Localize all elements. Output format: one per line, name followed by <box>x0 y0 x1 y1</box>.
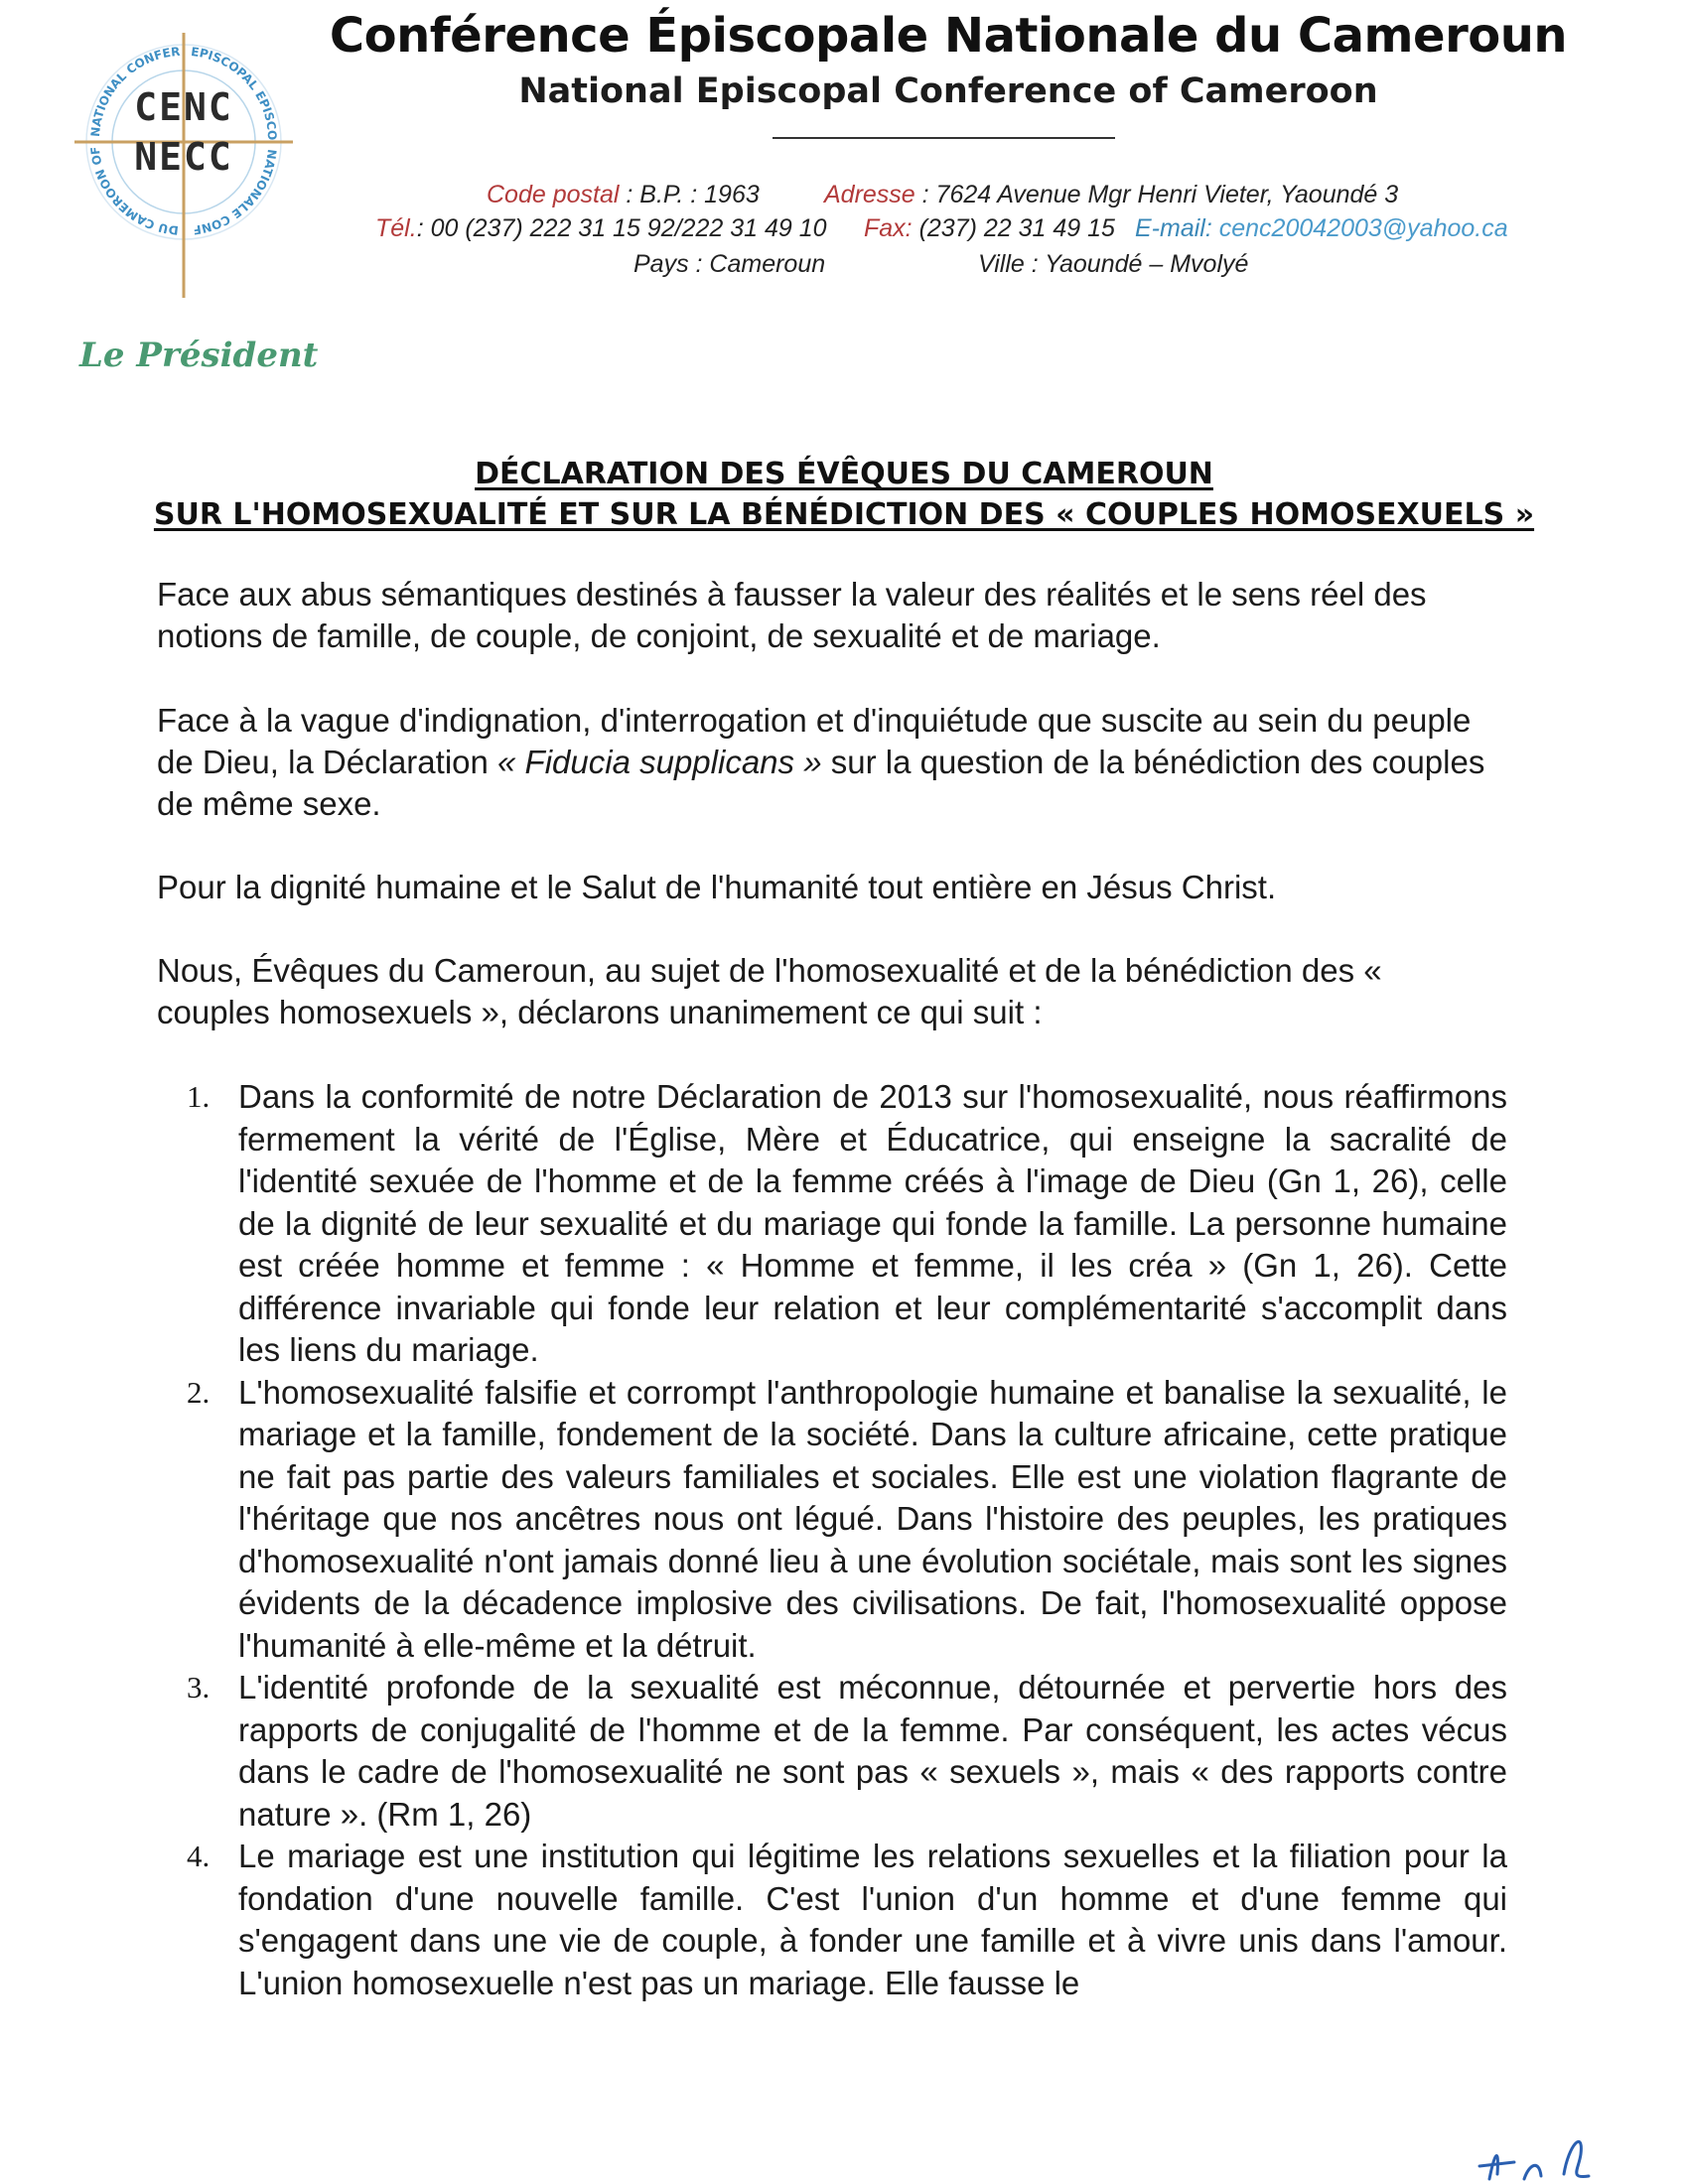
address <box>824 181 1398 209</box>
list-item-text: Dans la conformité de notre Déclaration de 2013 sur l'homosexualité, nous réaffirmons fermement la vérité de l'Église, Mère et Éducatrice, qui enseigne la sacralité de l'identité sexuée de l'homme et de la femme créés à l'image de Dieu (Gn 1, 26), celle de la dignité de leur sexualité et du mariage qui fonde la famille. La personne humaine est créée homme et femme : « Homme et femme, il les créa » (Gn 1, 26). Cette différence invariable qui fonde leur relation et leur complémentarité s'accomplit dans les liens du mariage. <box>238 1078 1507 1368</box>
seal-ring-text-bottom-left: DU CAMEROON OF <box>87 145 180 238</box>
seal-ring-text-top-left: NATIONAL CONFER <box>87 44 181 138</box>
list-item-text: L'identité profonde de la sexualité est méconnue, détournée et pervertie hors des rapports de conjugalité de l'homme et de la femme. Par conséquent, les actes vécus dans le cadre de l'homosexualité ne sont pas « sexuels », mais « des rapports contre nature ». (Rm 1, 26) <box>238 1669 1507 1833</box>
intro-paragraph-2-end: sur la question de la bénédiction des couples de même sexe. <box>157 744 1485 822</box>
seal-abbr-necc: NECC <box>134 135 233 179</box>
seal-ring-text-bottom-right: NATIONALE CONF <box>192 148 280 237</box>
fax-value: (237) 22 31 49 15 <box>912 214 1115 242</box>
header-divider <box>773 137 1115 139</box>
intro-paragraph-3: Pour la dignité humaine et le Salut de l'humanité tout entière en Jésus Christ. <box>157 869 1277 905</box>
intro-paragraph-2 <box>157 700 1487 825</box>
president-label: Le Président <box>79 336 319 375</box>
list-item <box>157 1372 1507 1668</box>
list-item <box>157 1836 1507 2004</box>
fax <box>864 214 1115 243</box>
city: Ville : Yaoundé – Mvolyé <box>978 250 1249 278</box>
list-item-text: Le mariage est une institution qui légitime les relations sexuelles et la filiation pour la fondation d'une nouvelle famille. C'est l'union d'un homme et d'une femme qui s'engagent dans une vie de couple, à fonder une famille et à vivre unis dans l'amour. L'union homosexuelle n'est pas un mariage. Elle fausse le <box>238 1838 1507 2001</box>
intro-paragraph-2-start: Face à la vague d'indignation, d'interrogation et d'inquiétude que suscite au sein du peuple de Dieu, la Déclaration <box>157 702 1472 780</box>
tel-label: Tél. <box>375 214 417 242</box>
declaration-points-list <box>157 1076 1507 2004</box>
tel-value: : 00 (237) 222 31 15 92/222 31 49 10 <box>416 214 827 242</box>
postal-label: Code postal <box>487 181 620 208</box>
handwritten-initials <box>1470 2124 1628 2184</box>
intro-paragraph-1: Face aux abus sémantiques destinés à fausser la valeur des réalités et le sens réel des notions de famille, de couple, de conjoint, de sexualité et de mariage. <box>157 576 1427 654</box>
cenc-seal-logo <box>70 28 298 306</box>
address-value: : 7624 Avenue Mgr Henri Vieter, Yaoundé 3 <box>914 181 1399 208</box>
fiducia-supplicans-italic: « Fiducia supplicans » <box>497 744 822 780</box>
email-label: E-mail: <box>1135 214 1212 242</box>
intro-paragraph-4: Nous, Évêques du Cameroun, au sujet de l'homosexualité et de la bénédiction des « couples homosexuels », déclarons unanimement ce qui suit : <box>157 952 1382 1030</box>
address-label: Adresse <box>824 181 915 208</box>
postal-value: : B.P. : 1963 <box>619 181 760 208</box>
list-item-number: 2. <box>187 1374 211 1410</box>
declaration-title-line2: SUR L'HOMOSEXUALITÉ ET SUR LA BÉNÉDICTION DES « COUPLES HOMOSEXUELS » <box>153 497 1535 532</box>
list-item-number: 4. <box>187 1839 211 1873</box>
email <box>1135 214 1508 243</box>
declaration-title-line1: DÉCLARATION DES ÉVÊQUES DU CAMEROUN <box>475 457 1213 491</box>
org-name-french: Conférence Épiscopale Nationale du Cameroun <box>329 8 1568 64</box>
list-item-number: 1. <box>187 1079 211 1114</box>
email-value[interactable]: cenc20042003@yahoo.ca <box>1211 214 1508 242</box>
fax-label: Fax: <box>864 214 913 242</box>
org-name-english: National Episcopal Conference of Cameroon <box>518 71 1378 111</box>
seal-ring-text-top-right: EPISCOPAL EPISCO <box>190 44 280 141</box>
list-item <box>157 1076 1507 1372</box>
postal-code <box>487 181 760 209</box>
country: Pays : Cameroun <box>633 250 826 278</box>
seal-abbr-cenc: CENC <box>134 85 233 129</box>
list-item-text: L'homosexualité falsifie et corrompt l'anthropologie humaine et banalise la sexualité, le mariage et la famille, fondement de la société. Dans la culture africaine, cette pratique ne fait pas partie des valeurs familiales et sociales. Elle est une violation flagrante de l'héritage que nos ancêtres nous ont légué. Dans l'histoire des peuples, les pratiques d'homosexualité n'ont jamais donné lieu à une évolution sociétale, mais sont les signes évidents de la décadence implosive des civilisations. De fait, l'homosexualité oppose l'humanité à elle-même et la détruit. <box>238 1373 1507 1664</box>
telephone <box>375 214 827 243</box>
list-item-number: 3. <box>187 1670 211 1705</box>
list-item <box>157 1667 1507 1836</box>
